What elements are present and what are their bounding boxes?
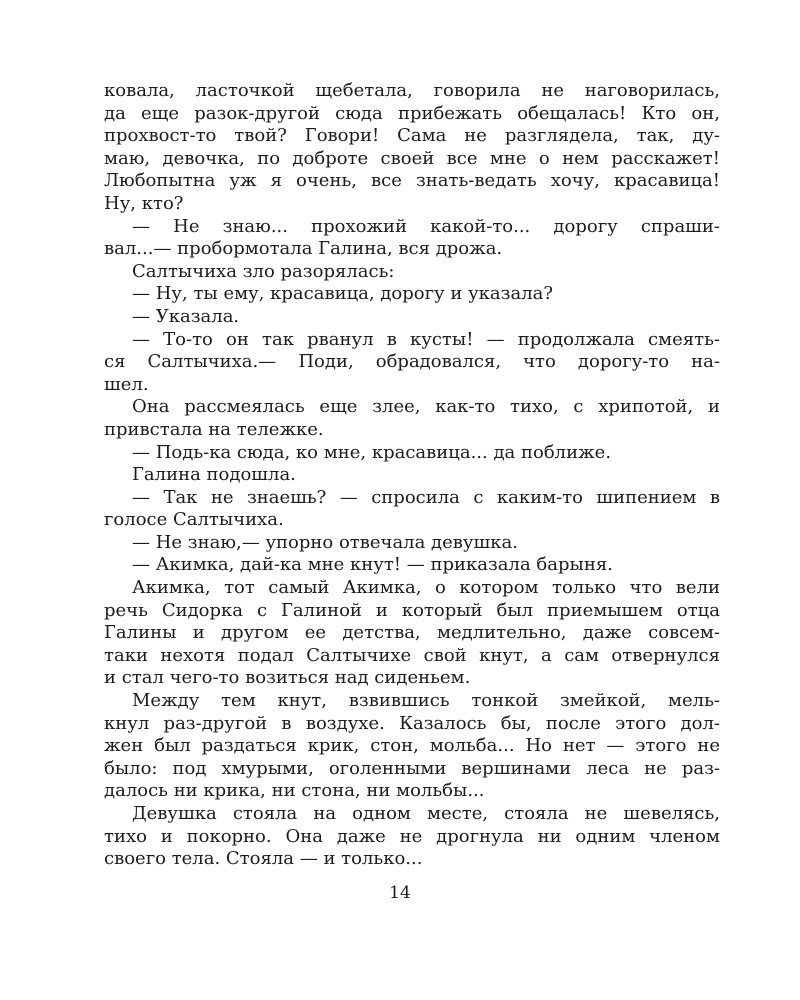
text-line: Галины и другом ее детства, медлительно, даже совсем- bbox=[104, 622, 720, 644]
text-line: Ну, кто? bbox=[104, 192, 184, 214]
text-line: таки нехотя подал Салтычихе свой кнут, а сам отвернулся bbox=[104, 644, 720, 666]
text-line: ковала, ласточкой щебетала, говорила не наговорилась, bbox=[104, 80, 720, 101]
text-line: далось ни крика, ни стона, ни мольбы... bbox=[104, 780, 485, 802]
text-line: — Акимка, дай-ка мне кнут! — приказала барыня. bbox=[132, 554, 613, 576]
text-line: — Ну, ты ему, красавица, дорогу и указала? bbox=[132, 283, 554, 305]
text-line: Любопытна уж я очень, все знать-ведать хочу, красавица! bbox=[104, 170, 720, 192]
text-line: прохвост-то твой? Говори! Сама не разглядела, так, ду- bbox=[104, 125, 720, 147]
text-line: своего тела. Стояла — и только... bbox=[104, 848, 423, 870]
text-line: Между тем кнут, взвившись тонкой змейкой, мель- bbox=[132, 690, 720, 712]
page-number: 14 bbox=[389, 883, 411, 903]
text-line: голосе Салтычиха. bbox=[104, 509, 284, 531]
text-line: тихо и покорно. Она даже не дрогнула ни одним членом bbox=[104, 825, 720, 847]
text-line: речь Сидорка с Галиной и который был приемышем отца bbox=[104, 599, 720, 621]
text-line: — Не знаю... прохожий какой-то... дорогу спраши- bbox=[132, 215, 720, 237]
text-line: маю, девочка, по доброте своей все мне о нем расскажет! bbox=[104, 147, 720, 169]
text-line: привстала на тележке. bbox=[104, 418, 324, 440]
text-line: шел. bbox=[104, 373, 149, 395]
text-line: — Не знаю,— упорно отвечала девушка. bbox=[132, 531, 518, 553]
text-line: — Указала. bbox=[132, 305, 240, 327]
text-line: ся Салтычиха.— Поди, обрадовался, что дорогу-то на- bbox=[104, 351, 720, 373]
text-line: да еще разок-другой сюда прибежать обещалась! Кто он, bbox=[104, 102, 720, 124]
text-line: — Подь-ка сюда, ко мне, красавица... да поближе. bbox=[132, 441, 612, 463]
text-line: и стал чего-то возиться над сиденьем. bbox=[104, 667, 471, 689]
text-line: — Так не знаешь? — спросила с каким-то шипением в bbox=[132, 486, 720, 508]
text-line: Девушка стояла на одном месте, стояла не шевелясь, bbox=[132, 803, 720, 824]
text-line: Акимка, тот самый Акимка, о котором только что вели bbox=[132, 577, 720, 599]
text-line: Она рассмеялась еще злее, как-то тихо, с хрипотой, и bbox=[132, 396, 720, 418]
text-line: Салтычиха зло разорялась: bbox=[132, 260, 395, 282]
text-line: жен был раздаться крик, стон, мольба... Но нет — этого не bbox=[104, 735, 720, 757]
text-line: вал...— пробормотала Галина, вся дрожа. bbox=[104, 238, 503, 260]
text-line: Галина подошла. bbox=[132, 464, 296, 486]
page-body bbox=[104, 80, 720, 871]
text-line: — То-то он так рванул в кусты! — продолжала смеять- bbox=[132, 328, 720, 350]
text-line: было: под хмурыми, оголенными вершинами леса не раз- bbox=[104, 757, 720, 779]
text-line: кнул раз-другой в воздухе. Казалось бы, после этого дол- bbox=[104, 712, 720, 734]
